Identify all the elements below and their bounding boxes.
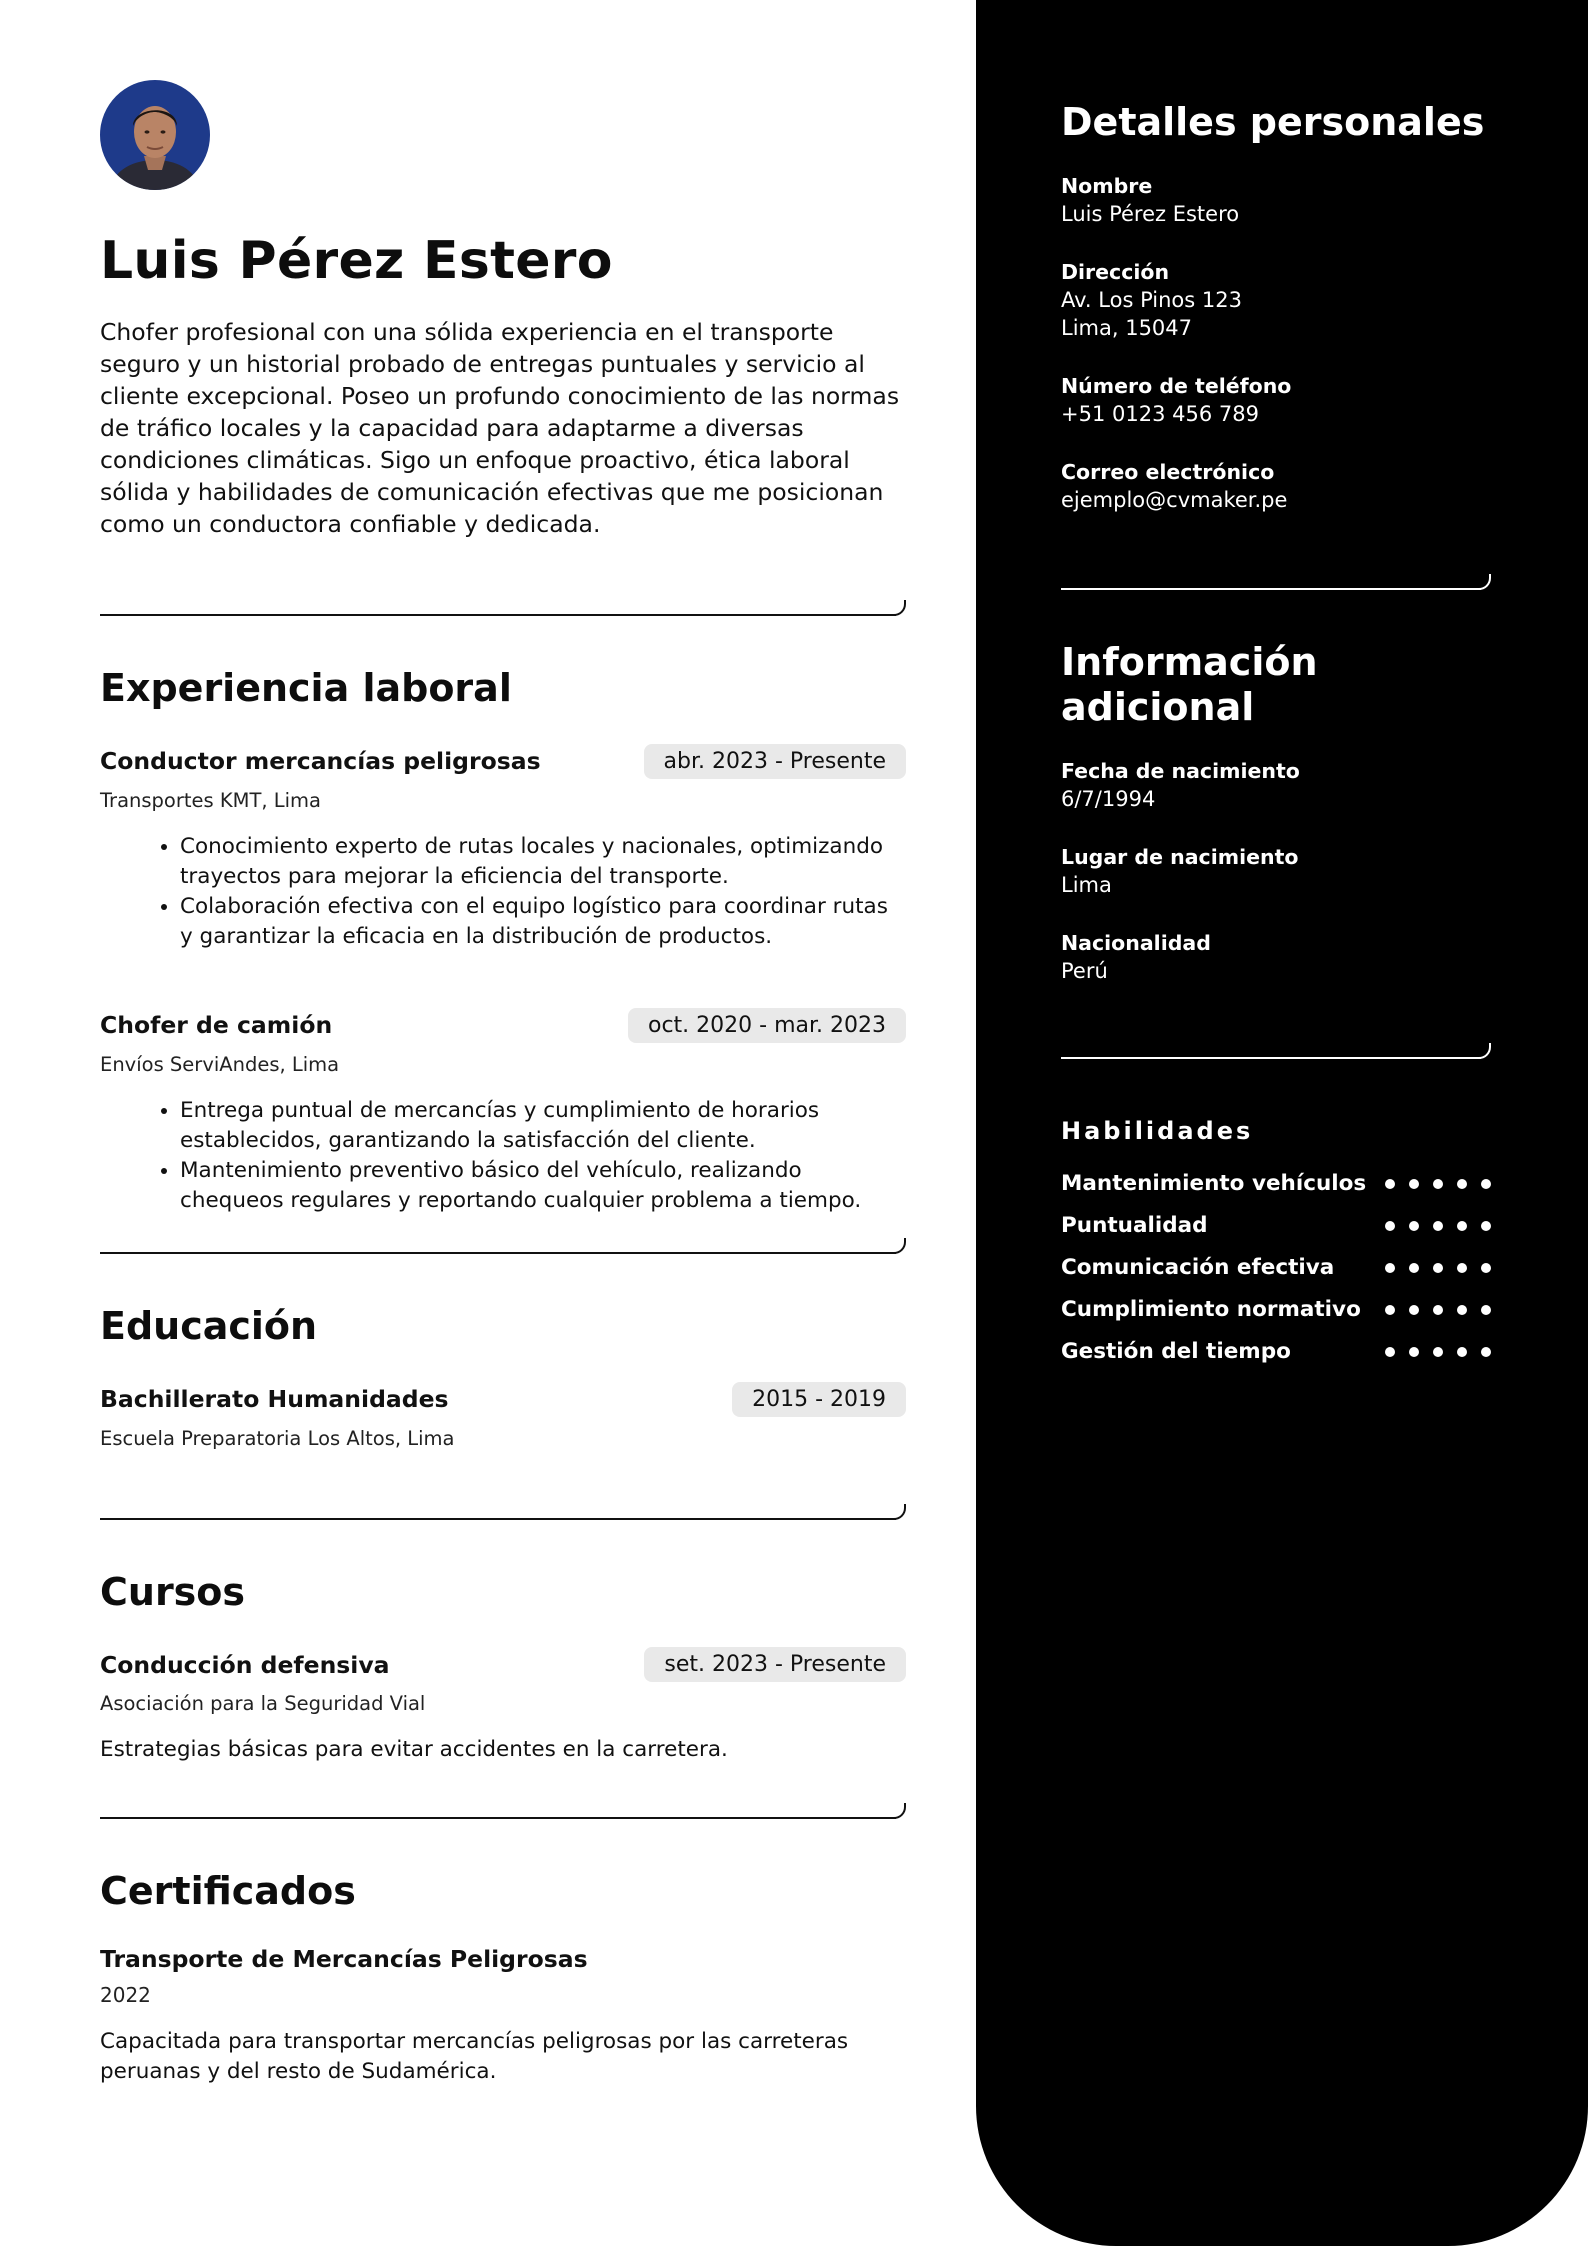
skill-dot (1457, 1221, 1467, 1231)
section-divider (100, 1502, 906, 1520)
skill-name: Gestión del tiempo (1061, 1339, 1291, 1365)
skill-dot (1481, 1179, 1491, 1189)
certificate-description: Capacitada para transportar mercancías peligrosas por las carreteras peruanas y del resto de Sudamérica. (100, 2028, 849, 2084)
skill-dot (1433, 1347, 1443, 1357)
course-title: Conducción defensiva (100, 1650, 390, 1679)
detail-label: Lugar de nacimiento (1061, 844, 1299, 869)
main-column (100, 80, 906, 2087)
skills-section (1061, 1117, 1491, 1373)
skill-name: Cumplimiento normativo (1061, 1297, 1361, 1323)
detail-value: Perú (1061, 958, 1108, 983)
skill-rating (1385, 1221, 1491, 1231)
section-title-personal: Detalles personales (1061, 100, 1485, 144)
avatar (100, 80, 210, 190)
company-name: Envíos ServiAndes, Lima (100, 1052, 340, 1076)
skill-row (1061, 1205, 1491, 1247)
skill-rating (1385, 1263, 1491, 1273)
skill-rating (1385, 1179, 1491, 1189)
date-badge: oct. 2020 - mar. 2023 (628, 1008, 906, 1043)
detail-label: Correo electrónico (1061, 459, 1275, 484)
sidebar (976, 0, 1588, 2246)
skill-name: Comunicación efectiva (1061, 1255, 1335, 1281)
skill-dot (1409, 1305, 1419, 1315)
course-description: Estrategias básicas para evitar accidentes en la carretera. (100, 1737, 728, 1763)
skills-list (1061, 1163, 1491, 1373)
detail-nationality (1061, 929, 1491, 985)
certificate-year: 2022 (100, 1982, 151, 2007)
skill-dot (1457, 1347, 1467, 1357)
course-item (100, 1647, 906, 1765)
certificate-item (100, 1945, 906, 2087)
profile-summary: Chofer profesional con una sólida experiencia en el transporte seguro y un historial probado de entregas puntuales y servicio al cliente excepcional. Poseo un profundo conocimiento de las normas de tráfico locales y la capacidad para adaptarme a diversas condiciones climáticas. Sigo un enfoque proactivo, ética laboral sólida y habilidades de comunicación efectivas que me posicionan como un conductora confiable y dedicada. (100, 318, 900, 539)
detail-birthdate (1061, 757, 1491, 813)
skill-row (1061, 1247, 1491, 1289)
section-divider (100, 1801, 906, 1819)
skill-dot (1433, 1305, 1443, 1315)
certificates-section (100, 1869, 906, 2087)
bullet-item: • Mantenimiento preventivo básico del vehículo, realizando chequeos regulares y reportando cualquier problema a tiempo. (180, 1156, 906, 1216)
section-title-experience: Experiencia laboral (100, 666, 512, 711)
skill-dot (1409, 1179, 1419, 1189)
bullet-list (100, 832, 906, 952)
section-divider (1061, 572, 1491, 590)
detail-value: Luis Pérez Estero (1061, 201, 1240, 226)
skill-dot (1433, 1221, 1443, 1231)
detail-label: Nombre (1061, 173, 1153, 198)
personal-details-section (1061, 100, 1491, 514)
degree-title: Bachillerato Humanidades (100, 1385, 449, 1414)
bullet-item: • Entrega puntual de mercancías y cumplimiento de horarios establecidos, garantizando la satisfacción del cliente. (180, 1096, 906, 1156)
skill-dot (1385, 1221, 1395, 1231)
experience-item (100, 744, 906, 952)
job-title: Conductor mercancías peligrosas (100, 747, 541, 776)
skill-name: Puntualidad (1061, 1213, 1208, 1239)
skill-dot (1409, 1221, 1419, 1231)
skill-name: Mantenimiento vehículos (1061, 1171, 1367, 1197)
skill-dot (1481, 1263, 1491, 1273)
detail-label: Fecha de nacimiento (1061, 758, 1300, 783)
date-badge: set. 2023 - Presente (644, 1647, 906, 1682)
candidate-name: Luis Pérez Estero (100, 231, 613, 291)
skill-row (1061, 1163, 1491, 1205)
skill-dot (1385, 1347, 1395, 1357)
skill-dot (1457, 1305, 1467, 1315)
experience-item (100, 1008, 906, 1216)
detail-value: Av. Los Pinos 123 (1061, 287, 1242, 312)
detail-label: Nacionalidad (1061, 930, 1211, 955)
section-title-education: Educación (100, 1303, 318, 1348)
detail-value: ejemplo@cvmaker.pe (1061, 487, 1288, 512)
education-section (100, 1304, 906, 1450)
detail-value: 6/7/1994 (1061, 786, 1156, 811)
job-title: Chofer de camión (100, 1011, 333, 1040)
experience-section (100, 666, 906, 1216)
section-title-additional: Información adicional (1061, 639, 1318, 730)
detail-value: +51 0123 456 789 (1061, 401, 1259, 426)
skill-dot (1481, 1305, 1491, 1315)
skill-dot (1457, 1179, 1467, 1189)
skill-dot (1409, 1263, 1419, 1273)
school-name: Escuela Preparatoria Los Altos, Lima (100, 1426, 455, 1450)
detail-label: Dirección (1061, 259, 1170, 284)
skill-row (1061, 1289, 1491, 1331)
certificate-title: Transporte de Mercancías Peligrosas (100, 1944, 588, 1973)
detail-label: Número de teléfono (1061, 373, 1292, 398)
skill-dot (1385, 1305, 1395, 1315)
bullet-item: • Colaboración efectiva con el equipo logístico para coordinar rutas y garantizar la eficacia en la distribución de productos. (180, 892, 906, 952)
date-badge: abr. 2023 - Presente (644, 744, 906, 779)
section-divider (100, 1236, 906, 1254)
detail-phone (1061, 372, 1491, 428)
skill-dot (1457, 1263, 1467, 1273)
detail-email (1061, 458, 1491, 514)
detail-address (1061, 258, 1491, 342)
courses-section (100, 1570, 906, 1766)
skill-dot (1481, 1347, 1491, 1357)
section-divider (1061, 1041, 1491, 1059)
company-name: Transportes KMT, Lima (100, 788, 322, 812)
additional-info-section (1061, 640, 1491, 985)
skill-dot (1433, 1263, 1443, 1273)
skill-dot (1385, 1179, 1395, 1189)
detail-value: Lima, 15047 (1061, 315, 1193, 340)
detail-value: Lima (1061, 872, 1112, 897)
skill-dot (1481, 1221, 1491, 1231)
skill-dot (1433, 1179, 1443, 1189)
detail-birthplace (1061, 843, 1491, 899)
course-organization: Asociación para la Seguridad Vial (100, 1692, 426, 1716)
section-title-courses: Cursos (100, 1569, 246, 1614)
avatar-portrait (100, 80, 210, 190)
detail-name (1061, 172, 1491, 228)
section-divider (100, 598, 906, 616)
skill-row (1061, 1331, 1491, 1373)
education-item (100, 1382, 906, 1450)
bullet-list (100, 1096, 906, 1216)
skill-dot (1385, 1263, 1395, 1273)
skill-rating (1385, 1347, 1491, 1357)
bullet-item: • Conocimiento experto de rutas locales y nacionales, optimizando trayectos para mejorar la eficiencia del transporte. (180, 832, 906, 892)
skill-rating (1385, 1305, 1491, 1315)
section-title-skills: Habilidades (1061, 1116, 1254, 1145)
section-title-certificates: Certificados (100, 1869, 356, 1914)
skill-dot (1409, 1347, 1419, 1357)
date-badge: 2015 - 2019 (732, 1382, 906, 1417)
